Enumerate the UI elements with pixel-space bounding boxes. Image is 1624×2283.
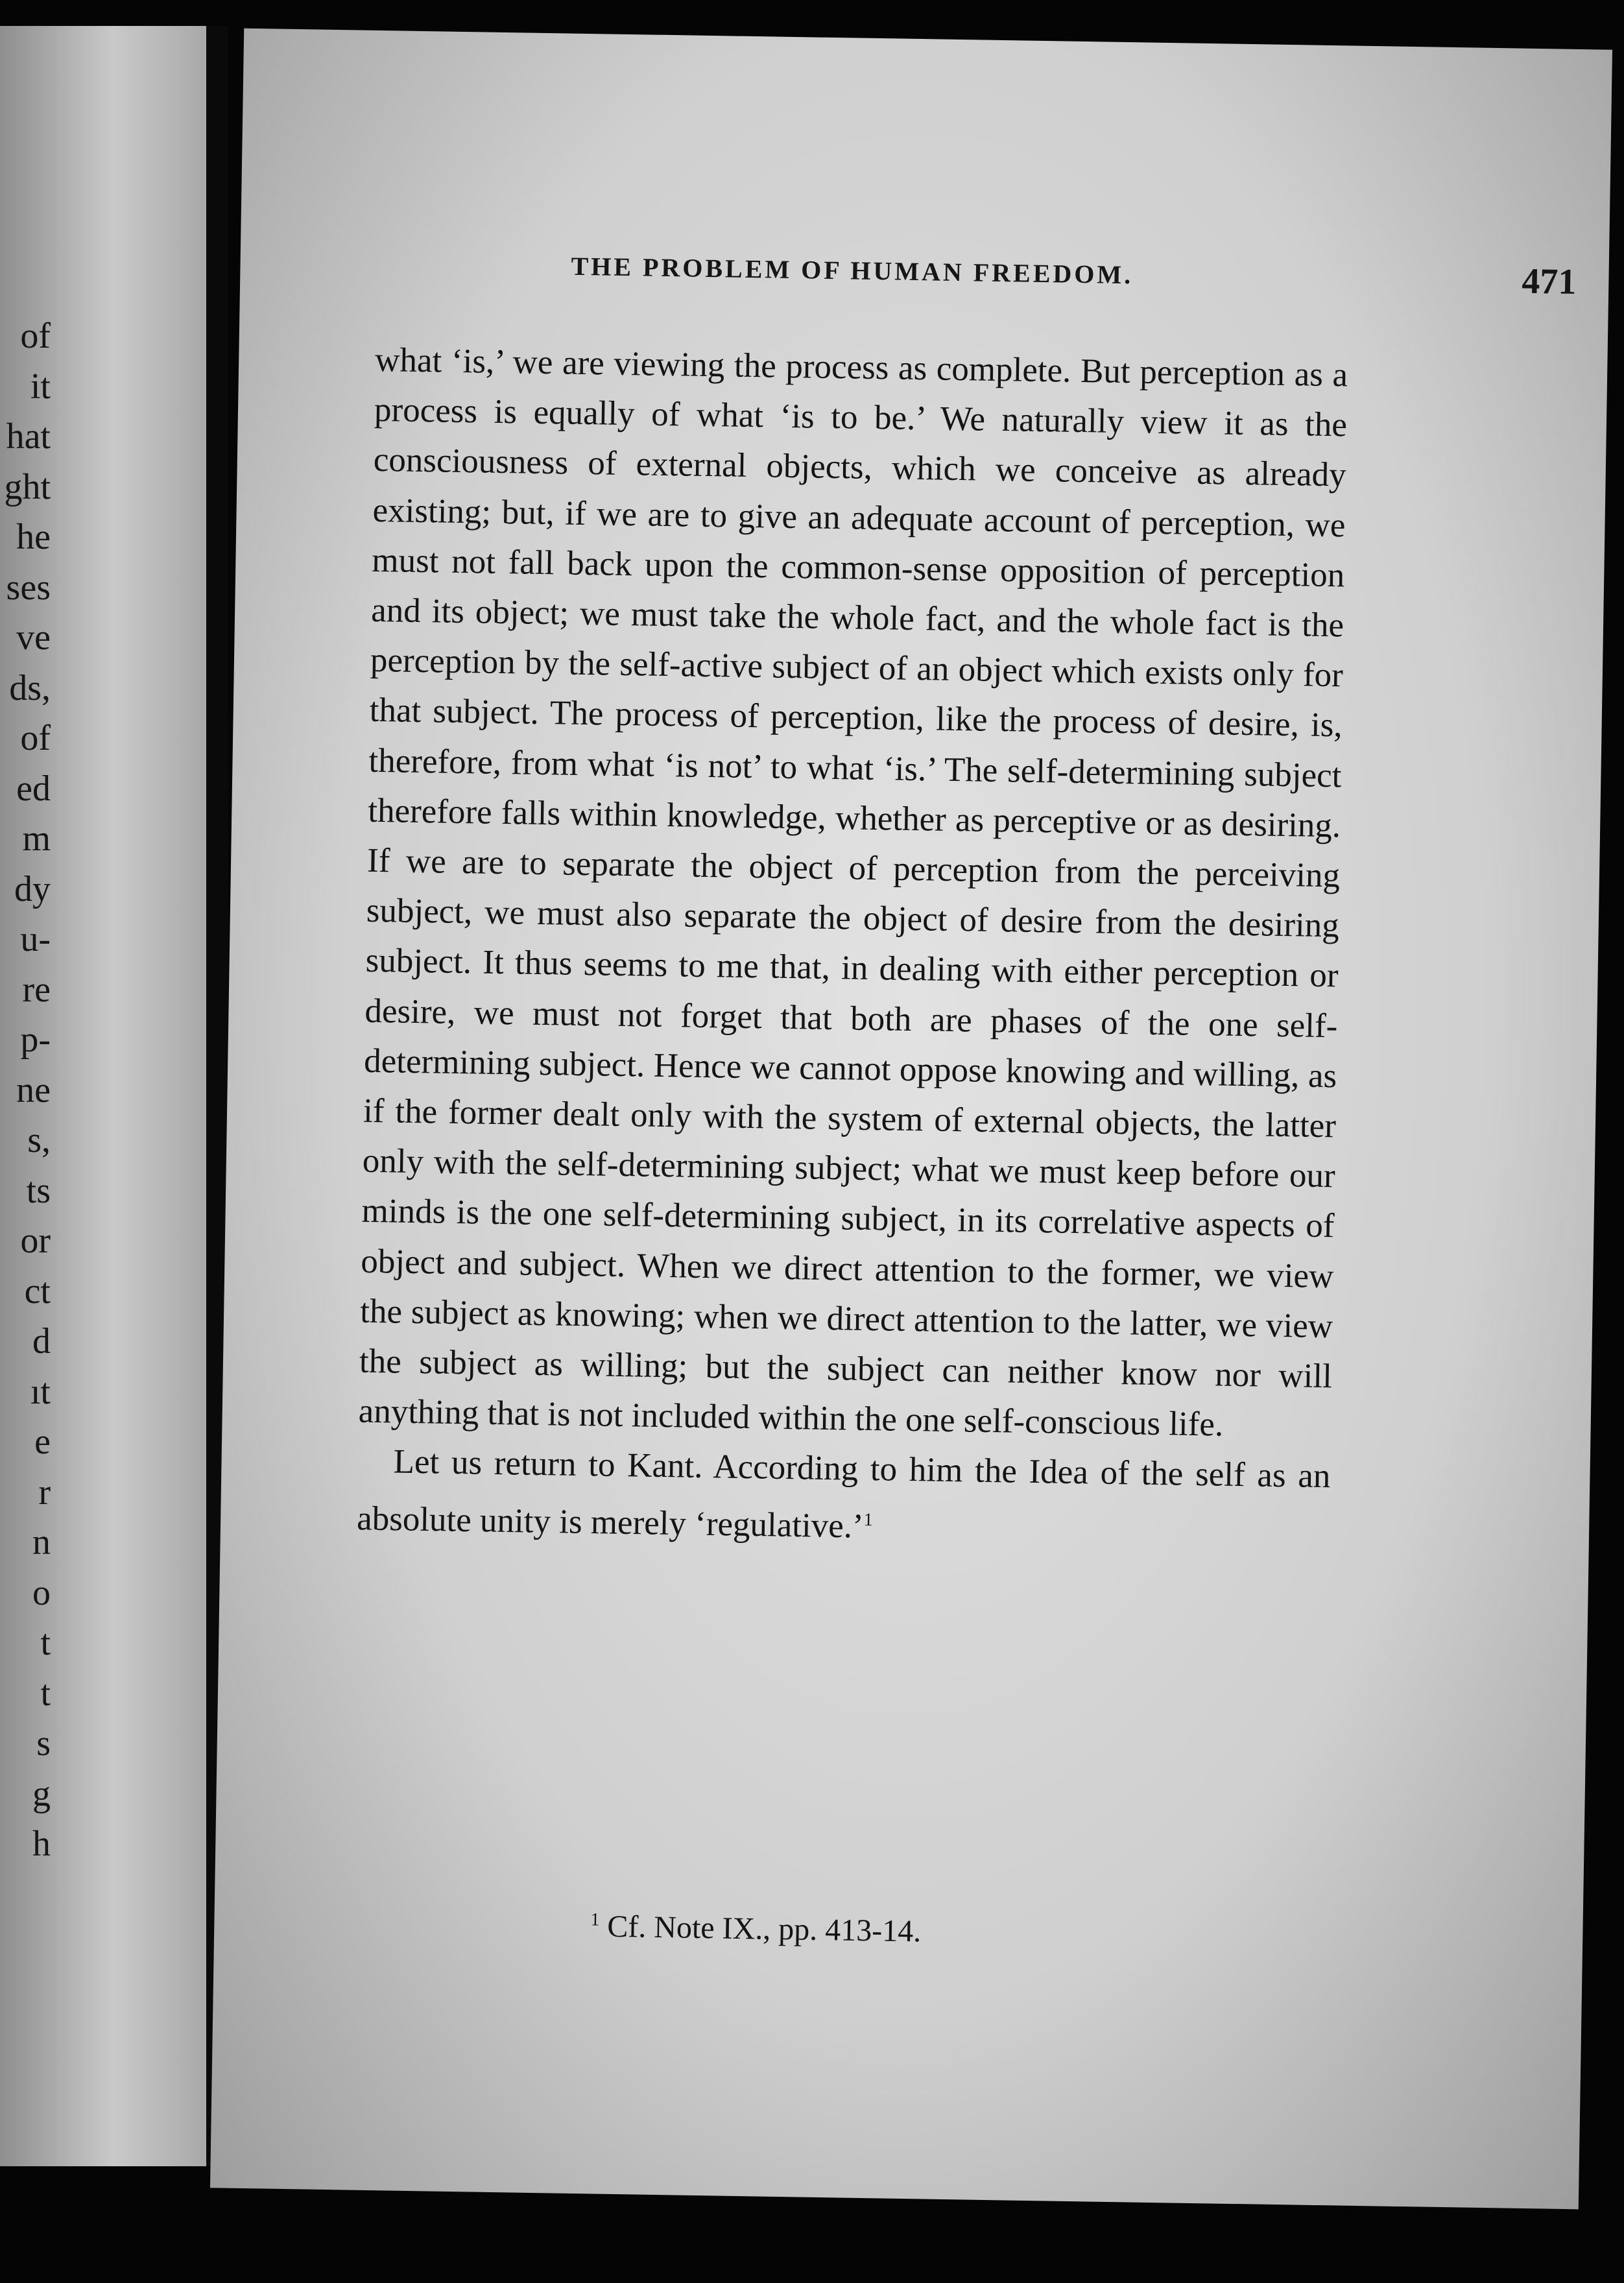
paragraph-text: Let us return to Kant. According to him the Idea of the self as an absolute unity is merely ‘regulative.’	[356, 1442, 1331, 1546]
left-fragment: t	[40, 1673, 51, 1714]
left-fragment: h	[32, 1824, 51, 1864]
left-fragment: it	[30, 366, 51, 407]
left-fragment: of	[20, 718, 51, 758]
left-fragment: t	[40, 1623, 51, 1663]
left-fragment: ct	[24, 1271, 51, 1311]
left-fragment: m	[22, 819, 51, 859]
paragraph-text: what ‘is,’ we are viewing the process as complete. But perception as a process is equally of what ‘is to be.’ We naturally view it as the consciousness of external objects, which we conceive as already existing; but, if we are to give an adequate account of perception, we must not fall back upon the common-sense opposition of perception and its object; we must take the whole fact, and the whole fact is the perception by the self-active subject of an object which exists only for that subject. The process of perception, like the process of desire, is, therefore, from what ‘is not’ to what ‘is.’ The self-determining subject therefore falls within knowledge, whether as perceptive or as desiring. If we are to separate the object of perception from the perceiving subject, we must also separate the object of desire from the desiring subject. It thus seems to me that, in dealing with either perception or desire, we must not forget that both are phases of the one self-determining subject. Hence we cannot oppose knowing and willing, as if the former dealt only with the system of external objects, the latter only with the self-determining subject; what we must keep before our minds is the one self-determining subject, in its correlative aspects of object and subject. When we direct attention to the former, we view the subject as knowing; when we direct attention to the latter, we view the subject as willing; but the subject can neither know nor will anything that is not included within the one self-conscious life.	[358, 341, 1348, 1444]
left-fragment: e	[34, 1422, 51, 1462]
left-page	[0, 26, 206, 2166]
left-fragment: ght	[4, 466, 51, 507]
paragraph	[358, 335, 1348, 1452]
left-fragment: r	[38, 1472, 51, 1512]
left-fragment: ve	[16, 617, 51, 658]
left-fragment: g	[32, 1773, 51, 1814]
page-number: 471	[1521, 261, 1577, 302]
footnote	[590, 1908, 922, 1949]
left-fragment: ıt	[30, 1371, 51, 1412]
left-fragment: or	[20, 1221, 51, 1261]
left-fragment: p-	[20, 1020, 51, 1060]
left-fragment: ne	[16, 1070, 51, 1110]
left-fragment: s	[36, 1723, 51, 1763]
left-fragment: of	[20, 316, 51, 356]
footnote-text: Cf. Note IX., pp. 413-14.	[606, 1909, 922, 1949]
left-fragment: ses	[6, 567, 51, 608]
left-fragment: s,	[27, 1120, 51, 1160]
left-fragment: dy	[14, 868, 51, 909]
left-fragment: he	[16, 517, 51, 557]
body-text	[357, 335, 1348, 1559]
running-head: THE PROBLEM OF HUMAN FREEDOM.	[571, 251, 1134, 290]
left-fragment: ts	[26, 1170, 51, 1211]
paragraph	[357, 1437, 1331, 1559]
left-page-text-fragments	[0, 311, 51, 1870]
footnote-mark: 1	[590, 1909, 600, 1930]
page-header	[571, 251, 1577, 302]
left-fragment: u-	[20, 919, 51, 959]
left-fragment: n	[32, 1522, 51, 1562]
left-fragment: ds,	[9, 667, 51, 708]
left-fragment: re	[22, 969, 51, 1010]
right-page	[210, 29, 1612, 2210]
footnote-reference: 1	[863, 1509, 874, 1530]
left-fragment: d	[32, 1321, 51, 1361]
left-fragment: o	[32, 1572, 51, 1613]
left-fragment: ed	[16, 768, 51, 809]
left-fragment: hat	[6, 416, 51, 457]
